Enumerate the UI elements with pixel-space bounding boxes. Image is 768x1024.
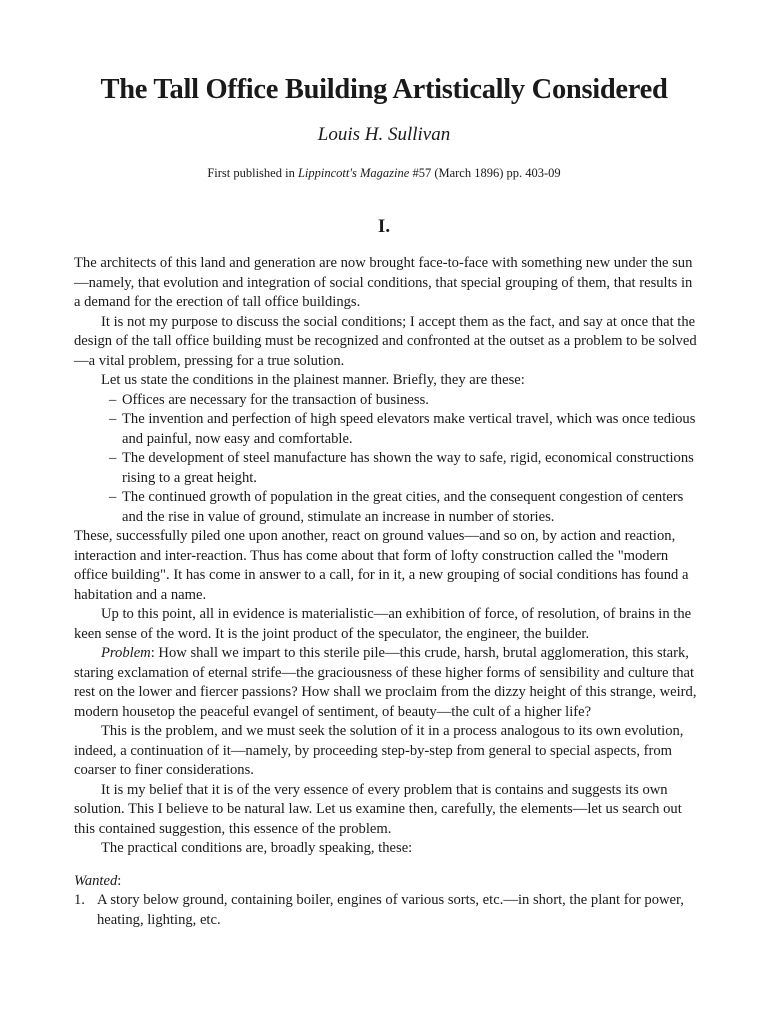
condition-item: – The development of steel manufacture has shown the way to safe, rigid, economical constructions rising to a great height. <box>109 449 698 488</box>
paragraph-8: It is my belief that it is of the very essence of every problem that is contains and suggests its own solution. This I believe to be natural law. Let us examine then, carefully, the elements—let us search out this contained suggestion, this essence of the problem. <box>74 781 682 837</box>
problem-text: : How shall we impart to this sterile pile—this crude, harsh, brutal agglomeration, this stark, staring exclamation of eternal strife—the graciousness of these higher forms of sensibility and culture that rest on the lower and fiercer passions? How shall we proclaim from the dizzy height of this strange, weird, modern housetop the peaceful evangel of sentiment, of beauty—the cult of a higher life? <box>74 645 697 720</box>
paragraph-2: It is not my purpose to discuss the social conditions; I accept them as the fact, and say at once that the design of the tall office building must be recognized and confronted at the outset as a problem to be solved—a vital problem, pressing for a true solution. <box>74 313 697 369</box>
publication-info <box>0 166 768 181</box>
paragraph-3: Let us state the conditions in the plainest manner. Briefly, they are these: <box>101 372 525 388</box>
publication-suffix: #57 (March 1896) pp. 403-09 <box>409 166 561 180</box>
paragraph-1: The architects of this land and generation are now brought face-to-face with something new under the sun—namely, that evolution and integration of social conditions, that special grouping of them, that results in a demand for the erection of tall office buildings. <box>74 255 693 310</box>
condition-item: – The invention and perfection of high speed elevators make vertical travel, which was once tedious and painful, now easy and comfortable. <box>109 410 698 449</box>
condition-item: – The continued growth of population in the great cities, and the consequent congestion of centers and the rise in value of ground, stimulate an increase in number of stories. <box>109 488 698 527</box>
condition-item: – Offices are necessary for the transaction of business. <box>109 391 698 411</box>
wanted-item-text: A story below ground, containing boiler, engines of various sorts, etc.—in short, the plant for power, heating, lighting, etc. <box>97 892 684 928</box>
wanted-heading <box>74 872 698 892</box>
wanted-item-number: 1. <box>74 892 85 908</box>
body-text <box>74 254 698 930</box>
wanted-label: Wanted <box>74 872 118 889</box>
document-title: The Tall Office Building Artistically Considered <box>100 74 668 105</box>
paragraph-9: The practical conditions are, broadly speaking, these: <box>101 840 413 856</box>
paragraph-5: Up to this point, all in evidence is materialistic—an exhibition of force, of resolution, of brains in the keen sense of the word. It is the joint product of the speculator, the engineer, the builder. <box>74 606 692 642</box>
paragraph-6 <box>74 644 698 722</box>
wanted-list <box>74 891 698 930</box>
wanted-item <box>74 891 698 930</box>
magazine-name: Lippincott's Magazine <box>297 166 410 180</box>
author-name: Louis H. Sullivan <box>317 124 451 145</box>
paragraph-4: These, successfully piled one upon another, react on ground values—and so on, by action and reaction, interaction and inter-reaction. Thus has come about that form of lofty construction called the "modern office building". It has come in answer to a call, for in it, a new grouping of social conditions has found a habitation and a name. <box>74 528 689 603</box>
conditions-list <box>74 391 698 528</box>
publication-prefix: First published in <box>207 166 298 180</box>
problem-label: Problem <box>101 645 151 661</box>
section-heading: I. <box>377 216 391 237</box>
wanted-colon: : <box>117 872 122 889</box>
paragraph-7: This is the problem, and we must seek the solution of it in a process analogous to its own evolution, indeed, a continuation of it—namely, by proceeding step-by-step from general to special aspects, from coarser to finer considerations. <box>74 723 684 778</box>
